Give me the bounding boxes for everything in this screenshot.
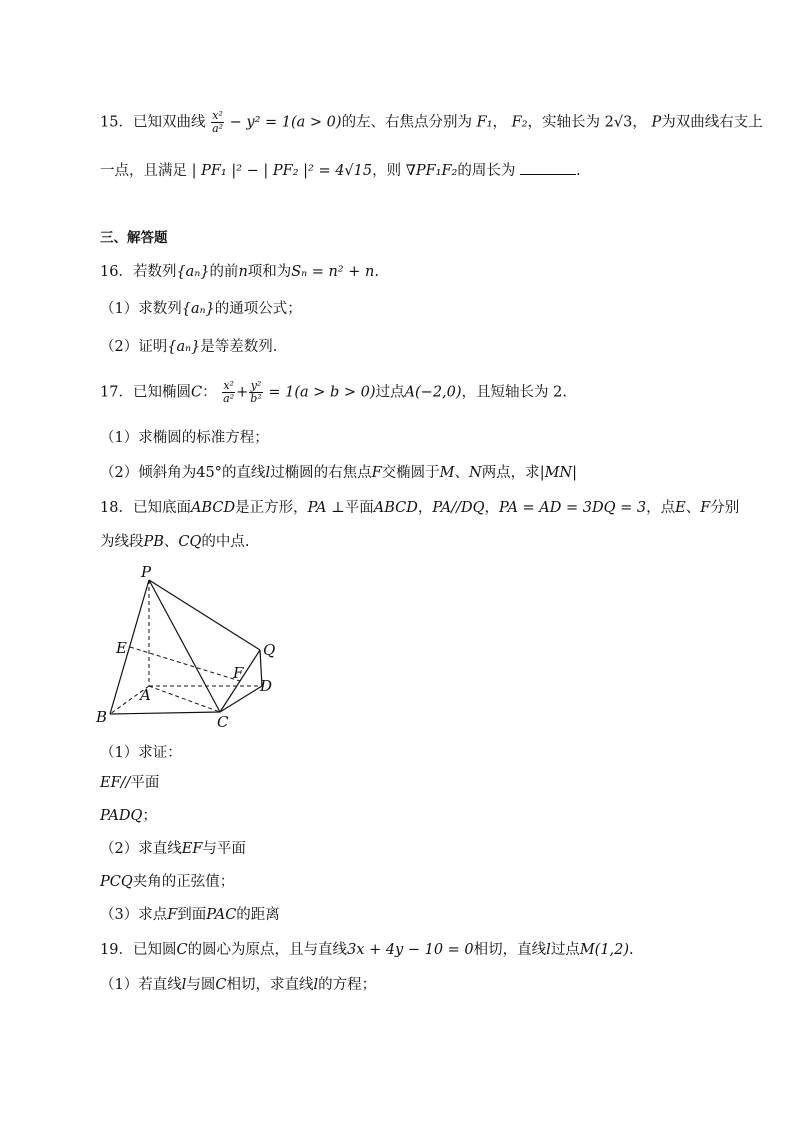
q16-part2: （2）证明{aₙ}是等差数列. [100, 339, 278, 355]
label-D: D [260, 677, 273, 695]
q16-part1: （1）求数列{aₙ}的通项公式； [100, 301, 302, 317]
label-F: F [233, 664, 244, 682]
ellipse-fraction-y: $\frac{\text{y²}}{\text{b²}}$ [250, 379, 262, 405]
label-C: C [217, 713, 229, 731]
q18-part1-head: （1）求证： [100, 745, 182, 761]
label-Q: Q [263, 641, 276, 659]
hyperbola-fraction: $\frac{\text{x²}}{\text{a²}}$ [212, 109, 224, 135]
ellipse-fraction-x: $\frac{\text{x²}}{\text{a²}}$ [223, 379, 235, 405]
q18-part3: （3）求点F到面PAC的距离 [100, 907, 280, 923]
label-P: P [141, 563, 152, 581]
q18-stem-line1: 18．已知底面ABCD是正方形，PA ⊥平面ABCD，PA//DQ，PA = AD = 3DQ = 3，点E、F分别 [100, 500, 740, 516]
label-B: B [96, 708, 108, 726]
q18-part2-line2: PCQ夹角的正弦值； [100, 874, 235, 890]
label-E: E [116, 639, 127, 657]
q18-stem-line2: 为线段PB、CQ的中点. [100, 534, 250, 550]
q16-stem: 16．若数列{aₙ}的前n项和为Sₙ = n² + n. [100, 264, 379, 280]
q18-part1-line2: EF//平面 [100, 775, 160, 791]
q17-part2: （2）倾斜角为45°的直线l过椭圆的右焦点F交椭圆于M、N两点，求|MN| [100, 465, 577, 481]
q19-part1: （1）若直线l与圆C相切，求直线l的方程； [100, 977, 377, 993]
q18-part2-line1: （2）求直线EF与平面 [100, 841, 246, 857]
q15-line1: 15．已知双曲线 $\frac{\text{x²}}{\text{a²}}$ − y² = 1(a > 0)的左、右焦点分别为 F₁， F₂，实轴长为 2√3， P为双曲线右支上 [100, 109, 763, 135]
q17-stem: 17．已知椭圆C： $\frac{\text{x²}}{\text{a²}}$ + $\frac{\text{y²}}{\text{b²}}$ = 1(a > b > 0)过点A(−2,0)，且短轴长为 2. [100, 379, 567, 405]
answer-blank [520, 160, 576, 175]
q15-line2: 一点，且满足 | PF₁ |² − | PF₂ |² = 4√15，则 ∇PF₁F₂的周长为 . [100, 160, 581, 181]
label-A: A [140, 686, 151, 704]
section-heading: 三、解答题 [100, 230, 168, 246]
pyramid-figure [92, 560, 292, 735]
q18-part1-line3: PADQ； [100, 808, 157, 824]
q19-stem: 19．已知圆C的圆心为原点，且与直线3x + 4y − 10 = 0相切，直线l过点M(1,2). [100, 942, 634, 958]
q17-part1: （1）求椭圆的标准方程； [100, 430, 269, 446]
